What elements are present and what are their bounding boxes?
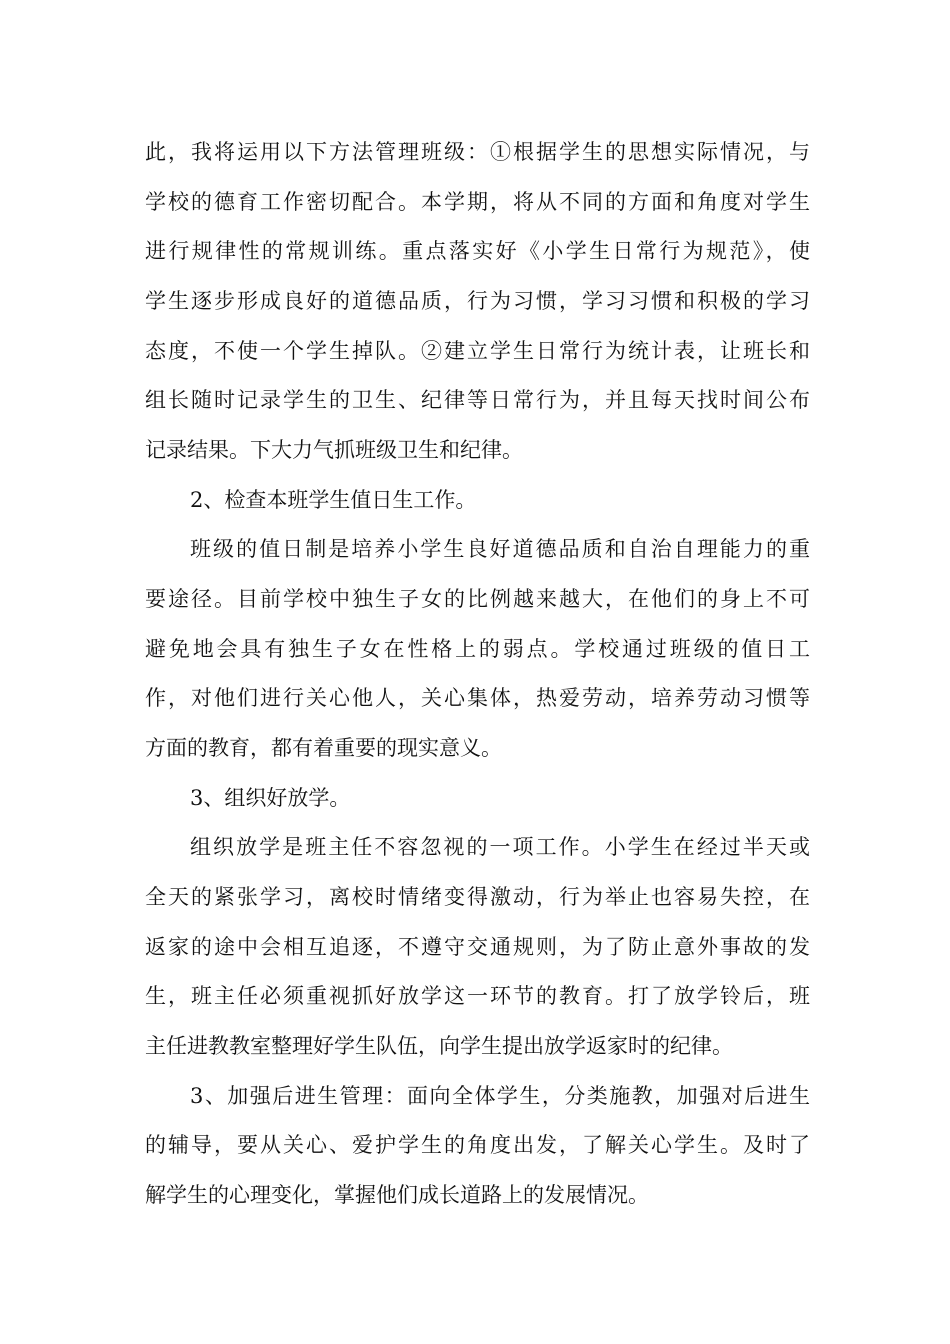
text-line: 此，我将运用以下方法管理班级：①根据学生的思想实际情况，与 <box>145 140 810 164</box>
text-line: 进行规律性的常规训练。重点落实好《小学生日常行为规范》，使 <box>145 239 810 263</box>
text-line: 态度，不使一个学生掉队。②建立学生日常行为统计表，让班长和 <box>145 339 810 363</box>
text-line: 作，对他们进行关心他人，关心集体，热爱劳动，培养劳动习惯等 <box>145 686 810 710</box>
text-line: 的辅导，要从关心、爱护学生的角度出发，了解关心学生。及时了 <box>145 1133 810 1157</box>
text-line: 返家的途中会相互追逐，不遵守交通规则，为了防止意外事故的发 <box>145 935 810 959</box>
text-line: 主任进教教室整理好学生队伍，向学生提出放学返家时的纪律。 <box>145 1034 733 1058</box>
text-line: 生，班主任必须重视抓好放学这一环节的教育。打了放学铃后，班 <box>145 984 810 1008</box>
text-line: 避免地会具有独生子女在性格上的弱点。学校通过班级的值日工 <box>145 637 810 661</box>
text-line: 记录结果。下大力气抓班级卫生和纪律。 <box>145 438 523 462</box>
text-line: 学生逐步形成良好的道德品质，行为习惯，学习习惯和积极的学习 <box>145 289 810 313</box>
text-line: 组长随时记录学生的卫生、纪律等日常行为，并且每天找时间公布 <box>145 388 810 412</box>
section-heading: 3、加强后进生管理：面向全体学生，分类施教，加强对后进生 <box>190 1084 810 1108</box>
text-line: 方面的教育，都有着重要的现实意义。 <box>145 736 502 760</box>
section-heading: 2、检查本班学生值日生工作。 <box>190 488 477 512</box>
text-line: 全天的紧张学习，离校时情绪变得激动，行为举止也容易失控，在 <box>145 885 810 909</box>
text-line: 组织放学是班主任不容忽视的一项工作。小学生在经过半天或 <box>190 835 810 859</box>
section-heading: 3、组织好放学。 <box>190 786 351 810</box>
text-line: 学校的德育工作密切配合。本学期，将从不同的方面和角度对学生 <box>145 190 810 214</box>
text-line: 要途径。目前学校中独生子女的比例越来越大，在他们的身上不可 <box>145 587 810 611</box>
text-line: 班级的值日制是培养小学生良好道德品质和自治自理能力的重 <box>190 537 810 561</box>
text-line: 解学生的心理变化，掌握他们成长道路上的发展情况。 <box>145 1183 649 1207</box>
